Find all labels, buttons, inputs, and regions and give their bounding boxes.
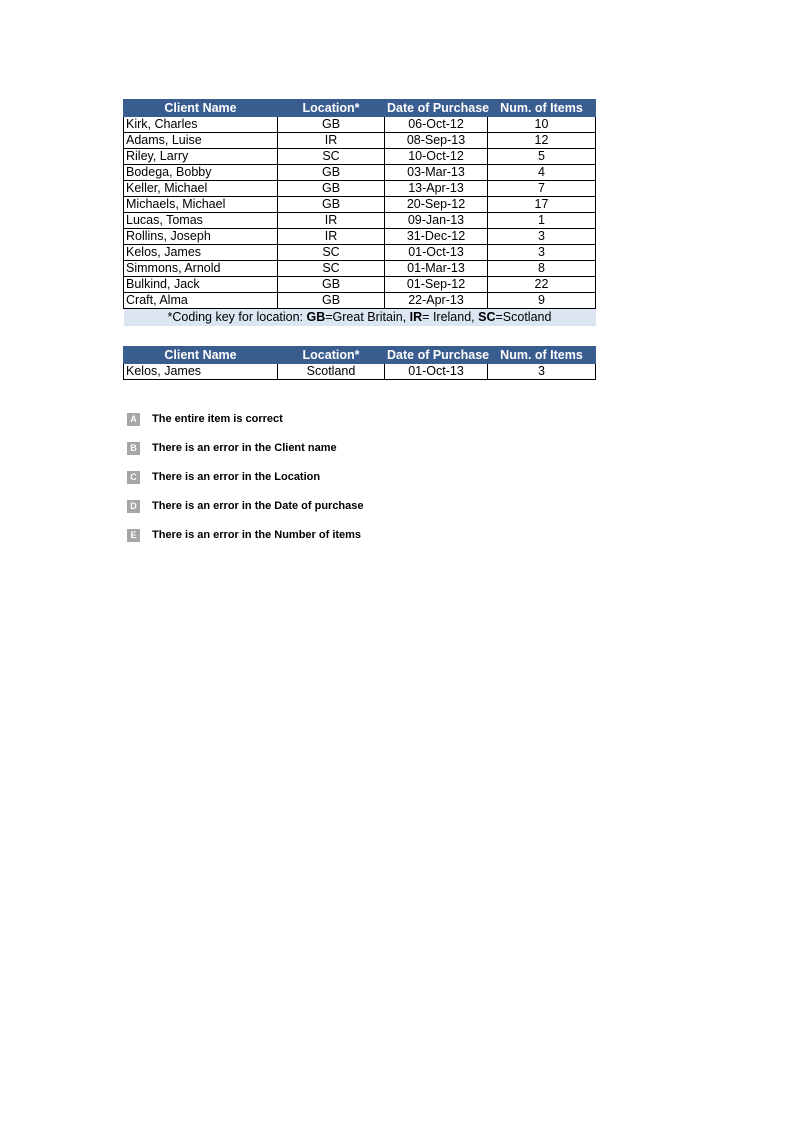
cell-client-name: Bulkind, Jack bbox=[124, 277, 278, 293]
cell-num-items: 9 bbox=[488, 293, 596, 309]
answer-option-d[interactable] bbox=[127, 498, 364, 514]
cell-location: GB bbox=[278, 197, 385, 213]
option-label: There is an error in the Number of items bbox=[152, 529, 362, 541]
coding-key-row bbox=[124, 309, 596, 327]
table-row bbox=[124, 245, 596, 261]
cell-date: 08-Sep-13 bbox=[385, 133, 488, 149]
coding-key-prefix: *Coding key for location: bbox=[167, 310, 307, 324]
table-row bbox=[124, 277, 596, 293]
cell-date: 01-Oct-13 bbox=[385, 364, 488, 380]
cell-client-name: Adams, Luise bbox=[124, 133, 278, 149]
client-data-table bbox=[123, 99, 596, 326]
answer-option-a[interactable] bbox=[127, 411, 364, 427]
cell-num-items: 3 bbox=[488, 229, 596, 245]
cell-client-name: Kelos, James bbox=[124, 364, 278, 380]
cell-client-name: Simmons, Arnold bbox=[124, 261, 278, 277]
cell-date: 13-Apr-13 bbox=[385, 181, 488, 197]
cell-date: 06-Oct-12 bbox=[385, 117, 488, 133]
header-date-of-purchase: Date of Purchase bbox=[385, 100, 488, 117]
cell-date: 31-Dec-12 bbox=[385, 229, 488, 245]
cell-location: GB bbox=[278, 293, 385, 309]
answer-option-c[interactable] bbox=[127, 469, 364, 485]
cell-location: SC bbox=[278, 149, 385, 165]
cell-num-items: 3 bbox=[488, 364, 596, 380]
table-header-row bbox=[124, 347, 596, 364]
answer-option-b[interactable] bbox=[127, 440, 364, 456]
table-row bbox=[124, 197, 596, 213]
cell-location: IR bbox=[278, 213, 385, 229]
header-client-name: Client Name bbox=[124, 100, 278, 117]
cell-location: GB bbox=[278, 117, 385, 133]
cell-client-name: Craft, Alma bbox=[124, 293, 278, 309]
cell-num-items: 3 bbox=[488, 245, 596, 261]
coding-key-gb-text: =Great Britain, bbox=[325, 310, 410, 324]
cell-date: 22-Apr-13 bbox=[385, 293, 488, 309]
cell-num-items: 7 bbox=[488, 181, 596, 197]
cell-num-items: 5 bbox=[488, 149, 596, 165]
table-row bbox=[124, 364, 596, 380]
cell-client-name: Keller, Michael bbox=[124, 181, 278, 197]
table-row bbox=[124, 261, 596, 277]
cell-num-items: 10 bbox=[488, 117, 596, 133]
cell-client-name: Rollins, Joseph bbox=[124, 229, 278, 245]
coding-key-gb-code: GB bbox=[306, 310, 326, 324]
table-row bbox=[124, 133, 596, 149]
header-client-name: Client Name bbox=[124, 347, 278, 364]
table-row bbox=[124, 293, 596, 309]
coding-key-sc-text: =Scotland bbox=[495, 310, 552, 324]
cell-client-name: Michaels, Michael bbox=[124, 197, 278, 213]
cell-date: 03-Mar-13 bbox=[385, 165, 488, 181]
header-date-of-purchase: Date of Purchase bbox=[385, 347, 488, 364]
header-num-items: Num. of Items bbox=[488, 100, 596, 117]
cell-client-name: Bodega, Bobby bbox=[124, 165, 278, 181]
option-label: There is an error in the Date of purchase bbox=[152, 500, 364, 512]
cell-client-name: Lucas, Tomas bbox=[124, 213, 278, 229]
cell-location: GB bbox=[278, 165, 385, 181]
cell-num-items: 12 bbox=[488, 133, 596, 149]
table-row bbox=[124, 117, 596, 133]
cell-location: IR bbox=[278, 229, 385, 245]
table-row bbox=[124, 229, 596, 245]
cell-location: GB bbox=[278, 181, 385, 197]
cell-date: 09-Jan-13 bbox=[385, 213, 488, 229]
cell-num-items: 1 bbox=[488, 213, 596, 229]
table-header-row bbox=[124, 100, 596, 117]
cell-location: SC bbox=[278, 245, 385, 261]
cell-location: GB bbox=[278, 277, 385, 293]
header-location: Location* bbox=[278, 100, 385, 117]
table-row bbox=[124, 181, 596, 197]
answer-option-e[interactable] bbox=[127, 527, 364, 543]
cell-client-name: Kelos, James bbox=[124, 245, 278, 261]
table-row bbox=[124, 213, 596, 229]
cell-num-items: 22 bbox=[488, 277, 596, 293]
table-row bbox=[124, 165, 596, 181]
cell-date: 20-Sep-12 bbox=[385, 197, 488, 213]
option-letter-badge: A bbox=[127, 413, 140, 426]
answer-options bbox=[127, 411, 364, 556]
cell-location: Scotland bbox=[278, 364, 385, 380]
coding-key-ir-text: = Ireland, bbox=[422, 310, 479, 324]
coding-key-sc-code: SC bbox=[478, 310, 496, 324]
option-label: There is an error in the Location bbox=[152, 471, 321, 483]
cell-date: 01-Oct-13 bbox=[385, 245, 488, 261]
cell-num-items: 4 bbox=[488, 165, 596, 181]
header-num-items: Num. of Items bbox=[488, 347, 596, 364]
option-letter-badge: D bbox=[127, 500, 140, 513]
option-letter-badge: E bbox=[127, 529, 140, 542]
cell-client-name: Kirk, Charles bbox=[124, 117, 278, 133]
cell-date: 01-Mar-13 bbox=[385, 261, 488, 277]
cell-location: IR bbox=[278, 133, 385, 149]
option-label: The entire item is correct bbox=[152, 413, 283, 425]
option-letter-badge: B bbox=[127, 442, 140, 455]
cell-num-items: 8 bbox=[488, 261, 596, 277]
cell-location: SC bbox=[278, 261, 385, 277]
option-label: There is an error in the Client name bbox=[152, 442, 337, 454]
header-location: Location* bbox=[278, 347, 385, 364]
table-row bbox=[124, 149, 596, 165]
cell-date: 01-Sep-12 bbox=[385, 277, 488, 293]
cell-client-name: Riley, Larry bbox=[124, 149, 278, 165]
coding-key-ir-code: IR bbox=[409, 310, 423, 324]
comparison-table bbox=[123, 346, 596, 380]
option-letter-badge: C bbox=[127, 471, 140, 484]
cell-date: 10-Oct-12 bbox=[385, 149, 488, 165]
cell-num-items: 17 bbox=[488, 197, 596, 213]
coding-key-note bbox=[124, 309, 596, 327]
